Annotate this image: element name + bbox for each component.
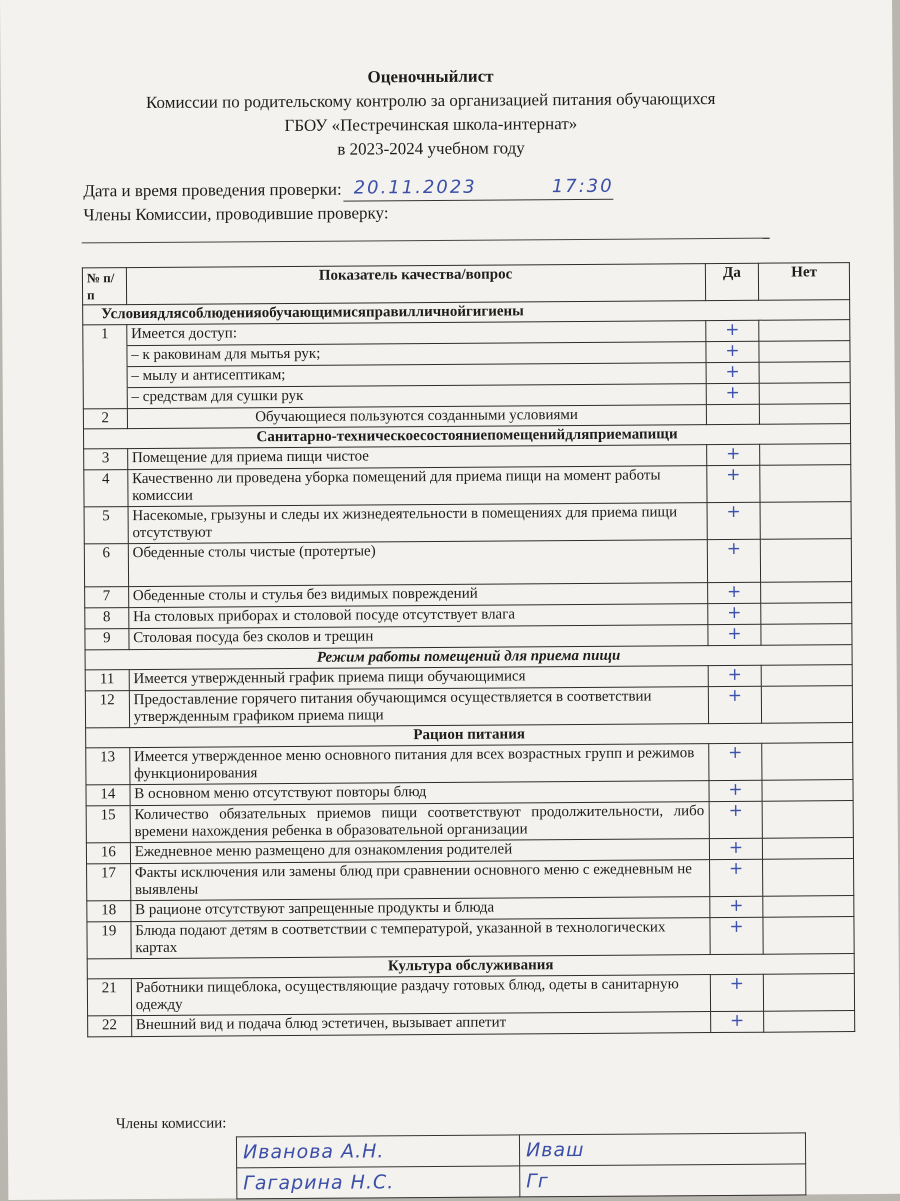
row-number: 4 — [84, 470, 128, 507]
question-text: Обучающиеся пользуются созданными условиями — [127, 405, 706, 429]
col-num-header: № п/п — [82, 268, 126, 305]
table-row — [86, 801, 853, 843]
row-number: 1 — [83, 325, 127, 346]
yes-cell — [708, 665, 762, 686]
document-header — [0, 62, 861, 164]
signatures-table — [236, 1132, 806, 1199]
row-number: 2 — [83, 409, 127, 429]
no-cell — [764, 974, 855, 1012]
header-line-3: в 2023-2024 учебном году — [337, 138, 525, 159]
row-number: 12 — [85, 691, 129, 728]
table-row — [87, 974, 854, 1016]
table-body — [83, 300, 855, 1037]
check-mark: + — [729, 1010, 745, 1031]
yes-cell — [707, 582, 761, 603]
no-cell — [763, 917, 854, 955]
no-cell — [764, 1011, 855, 1033]
no-cell — [762, 780, 853, 802]
signature-row — [237, 1164, 806, 1199]
row-number: 6 — [84, 544, 128, 587]
no-cell — [763, 838, 854, 860]
yes-cell — [707, 603, 761, 624]
yes-cell — [708, 743, 762, 780]
check-mark: + — [729, 916, 744, 937]
table-row — [84, 502, 851, 544]
section-title: Рацион питания — [86, 723, 853, 748]
no-cell — [759, 362, 850, 384]
section-title: Условиядлясоблюденияобучающимисяправилличнойгигиены — [83, 300, 850, 325]
no-cell — [761, 624, 852, 646]
question-text: – к раковинам для мытья рук; — [127, 342, 706, 367]
check-mark: + — [725, 340, 740, 361]
check-mark: + — [725, 443, 741, 464]
no-cell — [760, 465, 851, 503]
row-number: 5 — [84, 507, 128, 544]
section-title: Режим работы помещений для приема пищи — [85, 645, 852, 670]
inspection-meta — [83, 176, 614, 228]
no-cell — [762, 665, 853, 687]
col-question-header: Показатель качества/вопрос — [126, 264, 705, 305]
table-row — [85, 686, 852, 728]
signatures-label: Члены комиссии: — [115, 1115, 227, 1133]
yes-cell — [707, 539, 761, 582]
member-signature: Иваш — [525, 1138, 585, 1162]
no-cell — [759, 320, 850, 342]
yes-cell — [707, 624, 761, 645]
check-mark: + — [726, 464, 741, 485]
row-number: 15 — [86, 806, 130, 843]
check-mark: + — [726, 501, 741, 522]
question-text: Ежедневное меню размещено для ознакомления родителей — [130, 839, 709, 864]
yes-cell — [709, 917, 763, 954]
no-cell — [763, 801, 854, 839]
signature-row — [236, 1133, 805, 1168]
row-number: 17 — [87, 864, 131, 901]
row-number: 18 — [87, 901, 131, 922]
yes-cell — [708, 780, 762, 801]
question-text: Внешний вид и подача блюд эстетичен, вызывает аппетит — [131, 1012, 710, 1037]
header-line-2: ГБОУ «Пестречинская школа-интернат» — [284, 113, 578, 136]
row-number: 19 — [87, 922, 131, 959]
check-mark: + — [727, 623, 742, 644]
row-number: 13 — [86, 748, 130, 785]
member-name: Гагарина Н.С. — [243, 1171, 395, 1195]
yes-cell — [709, 859, 763, 896]
no-cell — [761, 539, 852, 583]
table-row — [87, 917, 854, 959]
check-mark: + — [729, 973, 745, 994]
question-text: Насекомые, грызуны и следы их жизнедеятельности в помещениях для приема пищи отсутствуют — [128, 503, 707, 544]
question-text: – средствам для сушки рук — [127, 384, 706, 409]
no-cell — [759, 341, 850, 363]
question-text: Помещение для приема пищи чистое — [127, 445, 706, 470]
question-text: Количество обязательных приемов пищи соответствуют продолжительности, либо времени нахождения ребенка в образовательной организации — [130, 802, 709, 843]
row-number: 21 — [87, 979, 131, 1016]
yes-cell — [706, 444, 760, 465]
check-mark: + — [727, 685, 743, 706]
no-cell — [760, 383, 851, 405]
question-text: – мылу и антисептикам; — [127, 363, 706, 388]
question-text: Факты исключения или замены блюд при сравнении основного меню с ежедневным не выявлены — [130, 860, 709, 901]
table-row — [84, 465, 851, 507]
date-field — [344, 177, 614, 202]
question-text: Качественно ли проведена уборка помещений для приема пищи на момент работы комиссии — [128, 466, 707, 507]
yes-cell — [706, 362, 760, 383]
check-mark: + — [729, 895, 744, 916]
check-mark: + — [727, 602, 742, 623]
question-text: Имеется утвержденный график приема пищи обучающимися — [129, 666, 708, 691]
date-row — [83, 176, 613, 204]
no-cell — [761, 603, 852, 625]
row-number: 9 — [85, 629, 129, 650]
row-number: 7 — [85, 587, 129, 608]
col-no-header: Нет — [759, 263, 850, 301]
check-mark: + — [728, 779, 743, 800]
row-number: 11 — [85, 670, 129, 691]
question-text: Имеется утвержденное меню основного питания для всех возрастных групп и режимов функционирования — [129, 744, 708, 785]
no-cell — [760, 444, 851, 466]
no-cell — [760, 502, 851, 540]
check-mark: + — [728, 837, 744, 858]
check-mark: + — [725, 361, 740, 382]
member-signature: Гг — [526, 1170, 549, 1193]
question-text: Обеденные столы чистые (протертые) — [128, 540, 707, 587]
row-number: 14 — [86, 785, 130, 806]
row-number: 22 — [88, 1016, 132, 1037]
yes-cell — [706, 465, 760, 502]
question-text: На столовых приборах и столовой посуде отсутствует влага — [128, 604, 707, 629]
evaluation-table — [82, 262, 855, 1037]
row-number: 3 — [84, 449, 128, 470]
table-row — [84, 539, 851, 587]
question-text: В основном меню отсутствуют повторы блюд — [130, 781, 709, 806]
no-cell — [762, 743, 853, 781]
members-blank-line — [82, 238, 770, 244]
section-title: Санитарно-техническоесостояниепомещенийдляприемапищи — [83, 424, 850, 449]
row-number: 16 — [86, 843, 130, 864]
question-text: Обеденные столы и стулья без видимых повреждений — [128, 583, 707, 608]
row-number — [83, 367, 127, 388]
check-mark: + — [728, 742, 743, 763]
yes-cell — [709, 801, 763, 838]
row-number — [83, 388, 127, 409]
question-text: Имеется доступ: — [127, 321, 706, 346]
check-mark: + — [728, 858, 744, 879]
yes-cell — [707, 502, 761, 539]
no-cell — [763, 896, 854, 918]
row-number: 8 — [85, 608, 129, 629]
date-label: Дата и время проведения проверки: — [83, 179, 342, 201]
section-title: Культура обслуживания — [87, 954, 854, 979]
check-mark: + — [728, 800, 743, 821]
check-mark: + — [725, 319, 740, 340]
no-cell — [762, 686, 853, 724]
yes-cell — [706, 404, 760, 424]
yes-cell — [705, 320, 759, 341]
yes-cell — [709, 838, 763, 859]
no-cell — [761, 582, 852, 604]
no-cell — [760, 404, 851, 425]
question-text: Блюда подают детям в соответствии с температурой, указанной в технологических картах — [131, 918, 710, 959]
table-header-row — [82, 263, 849, 305]
date-value: 20.11.2023 — [353, 176, 477, 199]
check-mark: + — [726, 538, 742, 559]
table-row — [88, 1011, 855, 1037]
col-yes-header: Да — [705, 263, 759, 300]
time-value: 17:30 — [551, 175, 614, 198]
check-mark: + — [727, 664, 742, 685]
document-title: Оценочныйлист — [367, 66, 494, 87]
no-cell — [763, 859, 854, 897]
header-line-1: Комиссии по родительскому контролю за организацией питания обучающихся — [145, 89, 716, 112]
check-mark: + — [726, 581, 742, 602]
question-text: Предоставление горячего питания обучающимся осуществляется в соответствии утвержденным графиком приема пищи — [129, 687, 708, 728]
question-text: Столовая посуда без сколов и трещин — [129, 625, 708, 650]
yes-cell — [705, 341, 759, 362]
members-label: Члены Комиссии, проводившие проверку: — [83, 203, 389, 225]
table-row — [87, 859, 854, 901]
yes-cell — [708, 686, 762, 723]
yes-cell — [709, 896, 763, 917]
question-text: Работники пищеблока, осуществляющие раздачу готовых блюд, одеты в санитарную одежду — [131, 975, 710, 1016]
check-mark: + — [725, 382, 740, 403]
question-text: В рационе отсутствуют запрещенные продукты и блюда — [131, 897, 710, 922]
yes-cell — [710, 974, 764, 1011]
member-name: Иванова А.Н. — [242, 1140, 385, 1164]
yes-cell — [706, 383, 760, 404]
table-row — [86, 743, 853, 785]
yes-cell — [710, 1011, 764, 1032]
row-number — [83, 346, 127, 367]
